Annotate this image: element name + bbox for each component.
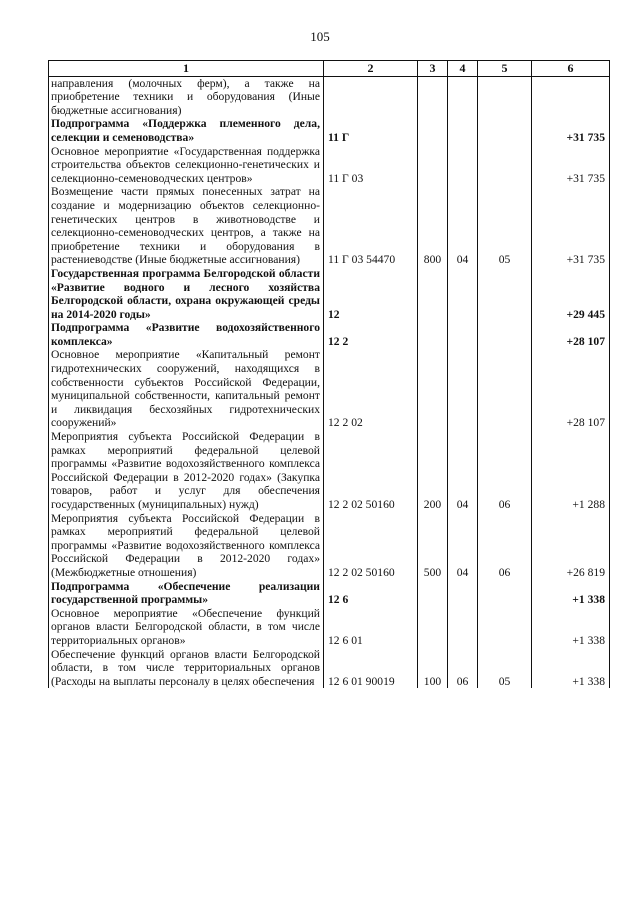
row-name: Мероприятия субъекта Российской Федерации в рамках мероприятий федеральной целевой программы «Развитие водохозяйственного комплекса Российской Федерации в 2012-2020 годах» (Закупка товаров, работ и услуг для обеспечения государственных (муниципальных) нужд) <box>49 430 324 512</box>
table-row <box>49 348 610 430</box>
row-name: Основное мероприятие «Капитальный ремонт гидротехнических сооружений, находящихся в собственности субъектов Российской Федерации, муниципальной собственности, капитальный ремонт и ликвидация бесхозяйных гидротехнических сооружений» <box>49 348 324 430</box>
row-col5 <box>478 117 532 144</box>
row-col3 <box>418 267 448 321</box>
row-col5 <box>478 580 532 607</box>
row-name: Возмещение части прямых понесенных затрат на создание и модернизацию объектов селекционно-генетических центров в животноводстве и селекционно-семеноводческих центров, а также на приобретение техники и оборудования в растениеводстве (Иные бюджетные ассигнования) <box>49 185 324 267</box>
table-row <box>49 321 610 348</box>
row-name: Подпрограмма «Развитие водохозяйственного комплекса» <box>49 321 324 348</box>
row-col4 <box>448 580 478 607</box>
header-col-5: 5 <box>478 61 532 77</box>
row-col5 <box>478 348 532 430</box>
row-col4 <box>448 267 478 321</box>
header-col-2: 2 <box>324 61 418 77</box>
row-amount: +28 107 <box>532 321 610 348</box>
row-code <box>324 76 418 117</box>
row-col3 <box>418 580 448 607</box>
row-code: 12 2 02 50160 <box>324 512 418 580</box>
row-col4 <box>448 76 478 117</box>
table-row <box>49 430 610 512</box>
row-name: Мероприятия субъекта Российской Федерации в рамках мероприятий федеральной целевой программы «Развитие водохозяйственного комплекса Российской Федерации в 2012-2020 годах» (Межбюджетные отношения) <box>49 512 324 580</box>
header-col-4: 4 <box>448 61 478 77</box>
row-amount: +1 338 <box>532 648 610 689</box>
row-col5 <box>478 145 532 186</box>
row-col3 <box>418 348 448 430</box>
row-amount: +28 107 <box>532 348 610 430</box>
row-col3 <box>418 117 448 144</box>
table-row <box>49 267 610 321</box>
table-row <box>49 145 610 186</box>
header-col-3: 3 <box>418 61 448 77</box>
row-col5 <box>478 321 532 348</box>
row-amount: +31 735 <box>532 117 610 144</box>
table-row <box>49 117 610 144</box>
row-code: 12 2 02 50160 <box>324 430 418 512</box>
row-name: Обеспечение функций органов власти Белгородской области, в том числе территориальных органов (Расходы на выплаты персоналу в целях обеспечения <box>49 648 324 689</box>
row-col4 <box>448 607 478 648</box>
row-amount: +26 819 <box>532 512 610 580</box>
row-name: Основное мероприятие «Обеспечение функций органов власти Белгородской области, в том числе территориальных органов» <box>49 607 324 648</box>
row-col5 <box>478 267 532 321</box>
row-col4: 06 <box>448 648 478 689</box>
row-col4: 04 <box>448 430 478 512</box>
row-amount: +31 735 <box>532 185 610 267</box>
table-row <box>49 607 610 648</box>
row-name: Подпрограмма «Обеспечение реализации государственной программы» <box>49 580 324 607</box>
row-code: 11 Г <box>324 117 418 144</box>
row-amount <box>532 76 610 117</box>
row-col5: 06 <box>478 512 532 580</box>
row-col3: 800 <box>418 185 448 267</box>
row-col4: 04 <box>448 512 478 580</box>
row-col3 <box>418 321 448 348</box>
row-col3 <box>418 607 448 648</box>
row-col4: 04 <box>448 185 478 267</box>
row-code: 12 2 <box>324 321 418 348</box>
row-col3 <box>418 145 448 186</box>
row-code: 12 <box>324 267 418 321</box>
table-row <box>49 648 610 689</box>
row-col3 <box>418 76 448 117</box>
row-code: 12 6 01 <box>324 607 418 648</box>
row-col4 <box>448 321 478 348</box>
row-col5: 06 <box>478 430 532 512</box>
row-col5: 05 <box>478 648 532 689</box>
table-row <box>49 512 610 580</box>
budget-table <box>48 60 610 688</box>
row-name: Основное мероприятие «Государственная поддержка строительства объектов селекционно-генетических и селекционно-семеноводческих центров» <box>49 145 324 186</box>
row-amount: +29 445 <box>532 267 610 321</box>
header-col-6: 6 <box>532 61 610 77</box>
row-col4 <box>448 117 478 144</box>
row-code: 12 2 02 <box>324 348 418 430</box>
row-col3: 200 <box>418 430 448 512</box>
row-amount: +1 338 <box>532 580 610 607</box>
header-col-1: 1 <box>49 61 324 77</box>
page-number: 105 <box>310 29 330 44</box>
row-col5: 05 <box>478 185 532 267</box>
table-row <box>49 76 610 117</box>
row-amount: +31 735 <box>532 145 610 186</box>
row-col4 <box>448 348 478 430</box>
table-header-row <box>49 61 610 77</box>
row-code: 12 6 <box>324 580 418 607</box>
table-row <box>49 185 610 267</box>
row-col5 <box>478 76 532 117</box>
row-col3: 500 <box>418 512 448 580</box>
row-name: Государственная программа Белгородской области «Развитие водного и лесного хозяйства Белгородской области, охрана окружающей среды на 2014-2020 годы» <box>49 267 324 321</box>
row-amount: +1 338 <box>532 607 610 648</box>
row-col3: 100 <box>418 648 448 689</box>
row-code: 11 Г 03 54470 <box>324 185 418 267</box>
row-name: Подпрограмма «Поддержка племенного дела, селекции и семеноводства» <box>49 117 324 144</box>
table-row <box>49 580 610 607</box>
row-code: 11 Г 03 <box>324 145 418 186</box>
row-amount: +1 288 <box>532 430 610 512</box>
row-name: направления (молочных ферм), а также на приобретение техники и оборудования (Иные бюджетные ассигнования) <box>49 76 324 117</box>
row-code: 12 6 01 90019 <box>324 648 418 689</box>
row-col4 <box>448 145 478 186</box>
row-col5 <box>478 607 532 648</box>
